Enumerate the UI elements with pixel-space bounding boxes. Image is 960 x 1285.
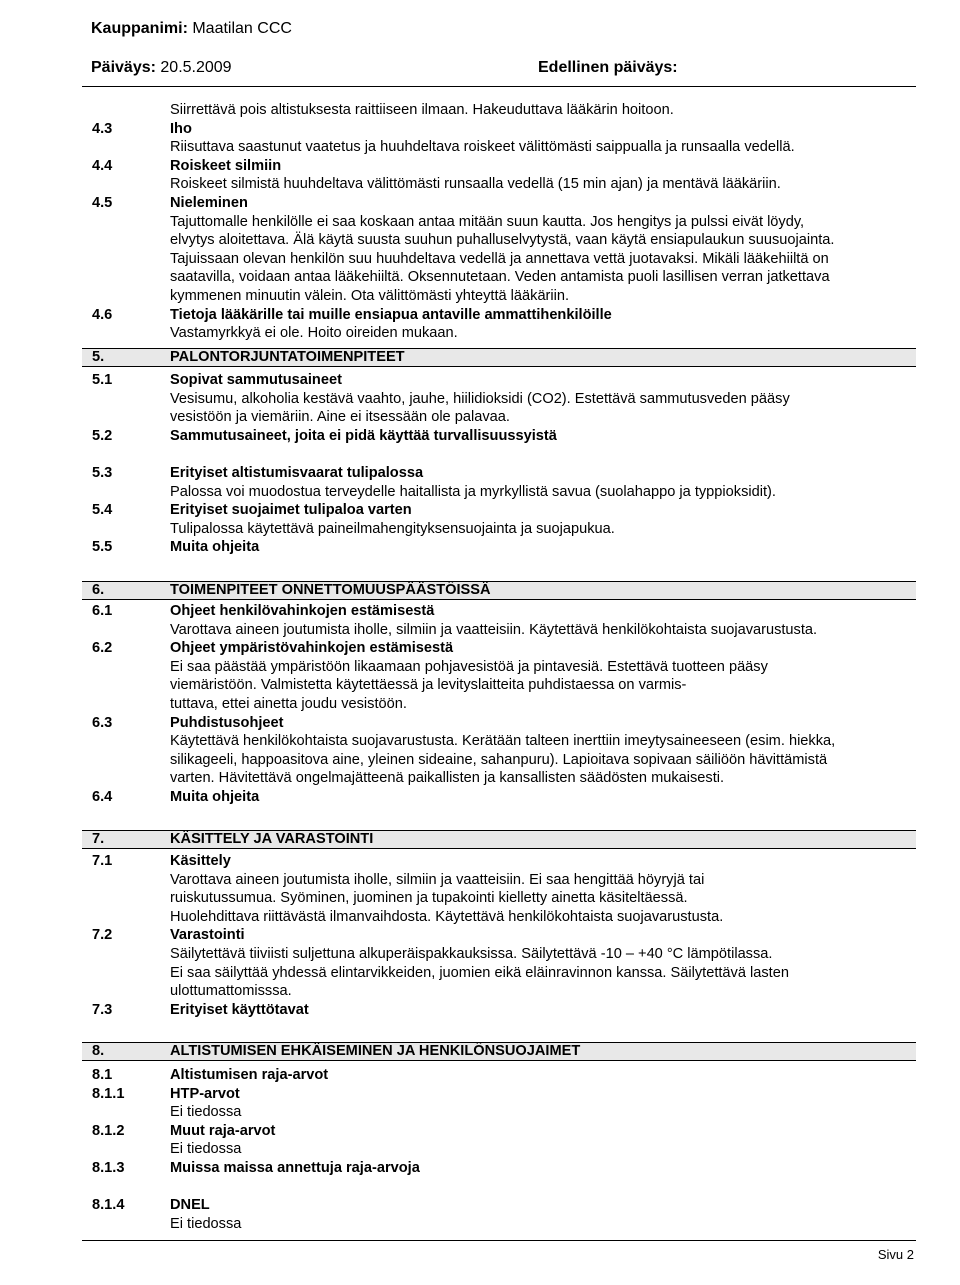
- subsection-number: 6.1: [92, 603, 113, 619]
- paragraph-text: Roiskeet silmistä huuhdeltava välittömästi runsaalla vedellä (15 min ajan) ja mentävä lääkäriin.: [170, 176, 781, 193]
- subsection-title: Altistumisen raja-arvot: [170, 1067, 329, 1083]
- body-text-line: [0, 213, 960, 232]
- paragraph-text: Siirrettävä pois altistuksesta raittiiseen ilmaan. Hakeuduttava lääkärin hoitoon.: [170, 102, 674, 118]
- subsection-title: Muissa maissa annettuja raja-arvoja: [170, 1159, 420, 1176]
- paragraph-text: Riisuttava saastunut vaatetus ja huuhdeltava roiskeet välittömästi saippualla ja runsaalla vedellä.: [170, 139, 795, 156]
- section-5-body: [0, 371, 960, 557]
- subsection-heading: [0, 1159, 960, 1178]
- paragraph-text: Tajuttomalle henkilölle ei saa koskaan antaa mitään suun kautta. Jos hengitys ja pulssi eivät löydy,: [170, 213, 805, 230]
- subsection-number: 5.3: [92, 464, 113, 481]
- subsection-title: Sopivat sammutusaineet: [170, 372, 342, 388]
- subsection-number: 7.2: [92, 927, 113, 944]
- body-text-line: [0, 964, 960, 983]
- body-text-line: [0, 945, 960, 964]
- body-text-line: [0, 889, 960, 908]
- body-text-line: [0, 101, 960, 120]
- subsection-heading: [0, 602, 960, 621]
- subsection-heading: [0, 1066, 960, 1085]
- paragraph-text: Varottava aineen joutumista iholle, silmiin ja vaatteisiin. Ei saa hengittää höyryjä tai: [170, 871, 705, 888]
- subsection-number: 8.1.3: [92, 1159, 125, 1176]
- paragraph-text: Ei saa säilyttää yhdessä elintarvikkeiden, juomien eikä eläinravinnon kanssa. Säilytettävä lasten: [170, 964, 789, 981]
- body-text-line: [0, 520, 960, 539]
- subsection-number: 5.4: [92, 502, 113, 519]
- subsection-heading: [0, 306, 960, 325]
- subsection-heading: [0, 1001, 960, 1020]
- subsection-title: Ohjeet henkilövahinkojen estämisestä: [170, 603, 435, 619]
- subsection-title: Puhdistusohjeet: [170, 714, 284, 731]
- subsection-heading: [0, 1122, 960, 1141]
- body-text-line: [0, 751, 960, 770]
- subsection-number: 5.2: [92, 427, 113, 444]
- subsection-title: Erityiset käyttötavat: [170, 1001, 309, 1018]
- subsection-number: 8.1.4: [92, 1197, 125, 1214]
- body-text-line: [0, 908, 960, 927]
- body-text-line: [0, 390, 960, 409]
- subsection-title: Varastointi: [170, 927, 245, 944]
- subsection-heading: [0, 538, 960, 557]
- body-text-line: [0, 1140, 960, 1159]
- subsection-title: Sammutusaineet, joita ei pidä käyttää turvallisuussyistä: [170, 427, 557, 444]
- body-text-line: [0, 1215, 960, 1234]
- body-text-line: [0, 250, 960, 269]
- subsection-title: Erityiset suojaimet tulipaloa varten: [170, 502, 412, 519]
- body-text-line: [0, 871, 960, 890]
- subsection-number: 8.1.1: [92, 1085, 125, 1102]
- body-text-line: [0, 676, 960, 695]
- paragraph-text: Ei tiedossa: [170, 1215, 242, 1232]
- subsection-heading: [0, 464, 960, 483]
- subsection-title: Muut raja-arvot: [170, 1122, 276, 1139]
- paragraph-text: silikageeli, happoasitova aine, yleinen sideaine, sahanpuru). Lapioitava sopivaan säiliöön hävittämistä: [170, 751, 828, 768]
- subsection-number: 6.4: [92, 788, 113, 805]
- subsection-heading: [0, 1196, 960, 1215]
- paragraph-text: Vastamyrkkyä ei ole. Hoito oireiden mukaan.: [170, 325, 458, 342]
- body-text-line: [0, 621, 960, 640]
- subsection-heading: [0, 788, 960, 807]
- paragraph-text: kymmenen minuutin välein. Ota välittömästi yhteyttä lääkäriin.: [170, 287, 570, 304]
- body-text-line: [0, 1178, 960, 1197]
- subsection-number: 4.3: [92, 120, 113, 137]
- body-text-line: [0, 408, 960, 427]
- subsection-title: Roiskeet silmiin: [170, 157, 282, 174]
- subsection-heading: [0, 501, 960, 520]
- subsection-title: Tietoja lääkärille tai muille ensiapua antaville ammattihenkilöille: [170, 306, 612, 323]
- body-text-line: [0, 287, 960, 306]
- subsection-number: 6.3: [92, 714, 113, 731]
- paragraph-text: saatavilla, voidaan antaa lääkehiiltä. Oksennutetaan. Veden antamista puoli lasillisen verran jatkettava: [170, 269, 830, 286]
- paragraph-text: varten. Hävitettävä ongelmajätteenä paikallisten ja kansallisten säädösten mukaisesti.: [170, 770, 725, 787]
- subsection-title: Iho: [170, 120, 192, 137]
- paragraph-text: tuttava, ettei ainetta joudu vesistöön.: [170, 695, 407, 712]
- section-6-heading: 6. TOIMENPITEET ONNETTOMUUSPÄÄSTÖISSÄ: [82, 581, 916, 600]
- paragraph-text: ulottumattomisssa.: [170, 983, 292, 1000]
- body-text-line: [0, 769, 960, 788]
- subsection-number: 4.4: [92, 157, 113, 174]
- subsection-heading: [0, 371, 960, 390]
- subsection-number: 8.1.2: [92, 1122, 125, 1139]
- section-8-heading: 8. ALTISTUMISEN EHKÄISEMINEN JA HENKILÖNSUOJAIMET: [82, 1042, 916, 1061]
- paragraph-text: Palossa voi muodostua terveydelle haitallista ja myrkyllistä savua (suolahappo ja typpioksidit).: [170, 483, 776, 500]
- subsection-number: 7.1: [92, 853, 113, 869]
- document-date: Päiväys: 20.5.2009: [91, 59, 232, 76]
- subsection-number: 8.1: [92, 1067, 113, 1083]
- subsection-heading: [0, 852, 960, 871]
- page-number: Sivu 2: [877, 1247, 914, 1262]
- subsection-title: Ohjeet ympäristövahinkojen estämisestä: [170, 640, 454, 657]
- header-divider: [82, 86, 916, 87]
- subsection-heading: [0, 120, 960, 139]
- paragraph-text: Ei saa päästää ympäristöön likaamaan pohjavesistöä ja pintavesiä. Estettävä tuotteen pääsy: [170, 658, 768, 675]
- subsection-title: HTP-arvot: [170, 1085, 240, 1102]
- section-4-continued: [0, 101, 960, 343]
- paragraph-text: elvytys aloitettava. Älä käytä suusta suuhun puhalluselvytystä, vaan käytä ensiapulaukun suusuojainta.: [170, 232, 835, 249]
- subsection-heading: [0, 639, 960, 658]
- subsection-number: 4.5: [92, 194, 113, 211]
- body-text-line: [0, 732, 960, 751]
- paragraph-text: Ei tiedossa: [170, 1141, 242, 1158]
- subsection-heading: [0, 427, 960, 446]
- footer-divider: [82, 1240, 916, 1241]
- subsection-number: 6.2: [92, 640, 113, 657]
- subsection-heading: [0, 1085, 960, 1104]
- subsection-heading: [0, 926, 960, 945]
- body-text-line: [0, 982, 960, 1001]
- section-6-body: [0, 602, 960, 807]
- paragraph-text: vesistöön ja viemäriin. Aine ei itsessään ole palavaa.: [170, 409, 510, 426]
- subsection-title: Erityiset altistumisvaarat tulipalossa: [170, 464, 424, 481]
- body-text-line: [0, 1103, 960, 1122]
- paragraph-text: Ei tiedossa: [170, 1104, 242, 1121]
- section-7-heading: 7. KÄSITTELY JA VARASTOINTI: [82, 830, 916, 849]
- subsection-title: Muita ohjeita: [170, 788, 260, 805]
- subsection-number: 4.6: [92, 306, 113, 323]
- paragraph-text: Säilytettävä tiiviisti suljettuna alkuperäispakkauksissa. Säilytettävä -10 – +40 °C lämpötilassa.: [170, 945, 773, 962]
- subsection-title: Muita ohjeita: [170, 539, 260, 556]
- paragraph-text: Huolehdittava riittävästä ilmanvaihdosta. Käytettävä henkilökohtaista suojavarustusta.: [170, 908, 724, 925]
- paragraph-text: ruiskutussumua. Syöminen, juominen ja tupakointi kielletty ainetta käsiteltäessä.: [170, 890, 688, 907]
- subsection-number: 5.5: [92, 539, 113, 556]
- subsection-heading: [0, 157, 960, 176]
- body-text-line: [0, 658, 960, 677]
- subsection-title: DNEL: [170, 1197, 210, 1214]
- body-text-line: [0, 695, 960, 714]
- subsection-title: Nieleminen: [170, 194, 248, 211]
- company-name: Kauppanimi: Maatilan CCC: [91, 20, 292, 37]
- paragraph-text: Varottava aineen joutumista iholle, silmiin ja vaatteisiin. Käytettävä henkilökohtaista suojavarustusta.: [170, 621, 818, 638]
- subsection-heading: [0, 194, 960, 213]
- paragraph-text: Tulipalossa käytettävä paineilmahengityksensuojainta ja suojapukua.: [170, 520, 615, 537]
- subsection-number: 5.1: [92, 372, 113, 388]
- paragraph-text: viemäristöön. Valmistetta käytettäessä ja levityslaitteita puhdistaessa on varmis-: [170, 677, 687, 694]
- paragraph-text: Vesisumu, alkoholia kestävä vaahto, jauhe, hiilidioksidi (CO2). Estettävä sammutusveden pääsy: [170, 390, 790, 407]
- paragraph-text: Käytettävä henkilökohtaista suojavarustusta. Kerätään talteen inerttiin imeytysaineeseen (esim. hiekka,: [170, 733, 836, 750]
- body-text-line: [0, 175, 960, 194]
- subsection-number: 7.3: [92, 1001, 113, 1018]
- body-text-line: [0, 483, 960, 502]
- section-8-body: [0, 1066, 960, 1233]
- subsection-title: Käsittely: [170, 853, 231, 869]
- body-text-line: [0, 138, 960, 157]
- body-text-line: [0, 268, 960, 287]
- section-5-heading: 5. PALONTORJUNTATOIMENPITEET: [82, 348, 916, 367]
- section-7-body: [0, 852, 960, 1019]
- body-text-line: [0, 445, 960, 464]
- previous-date: Edellinen päiväys:: [538, 59, 678, 76]
- body-text-line: [0, 324, 960, 343]
- paragraph-text: Tajuissaan olevan henkilön suu huuhdeltava vedellä ja annettava vettä juotavaksi. Mikäli lääkehiiltä on: [170, 250, 829, 267]
- body-text-line: [0, 231, 960, 250]
- subsection-heading: [0, 714, 960, 733]
